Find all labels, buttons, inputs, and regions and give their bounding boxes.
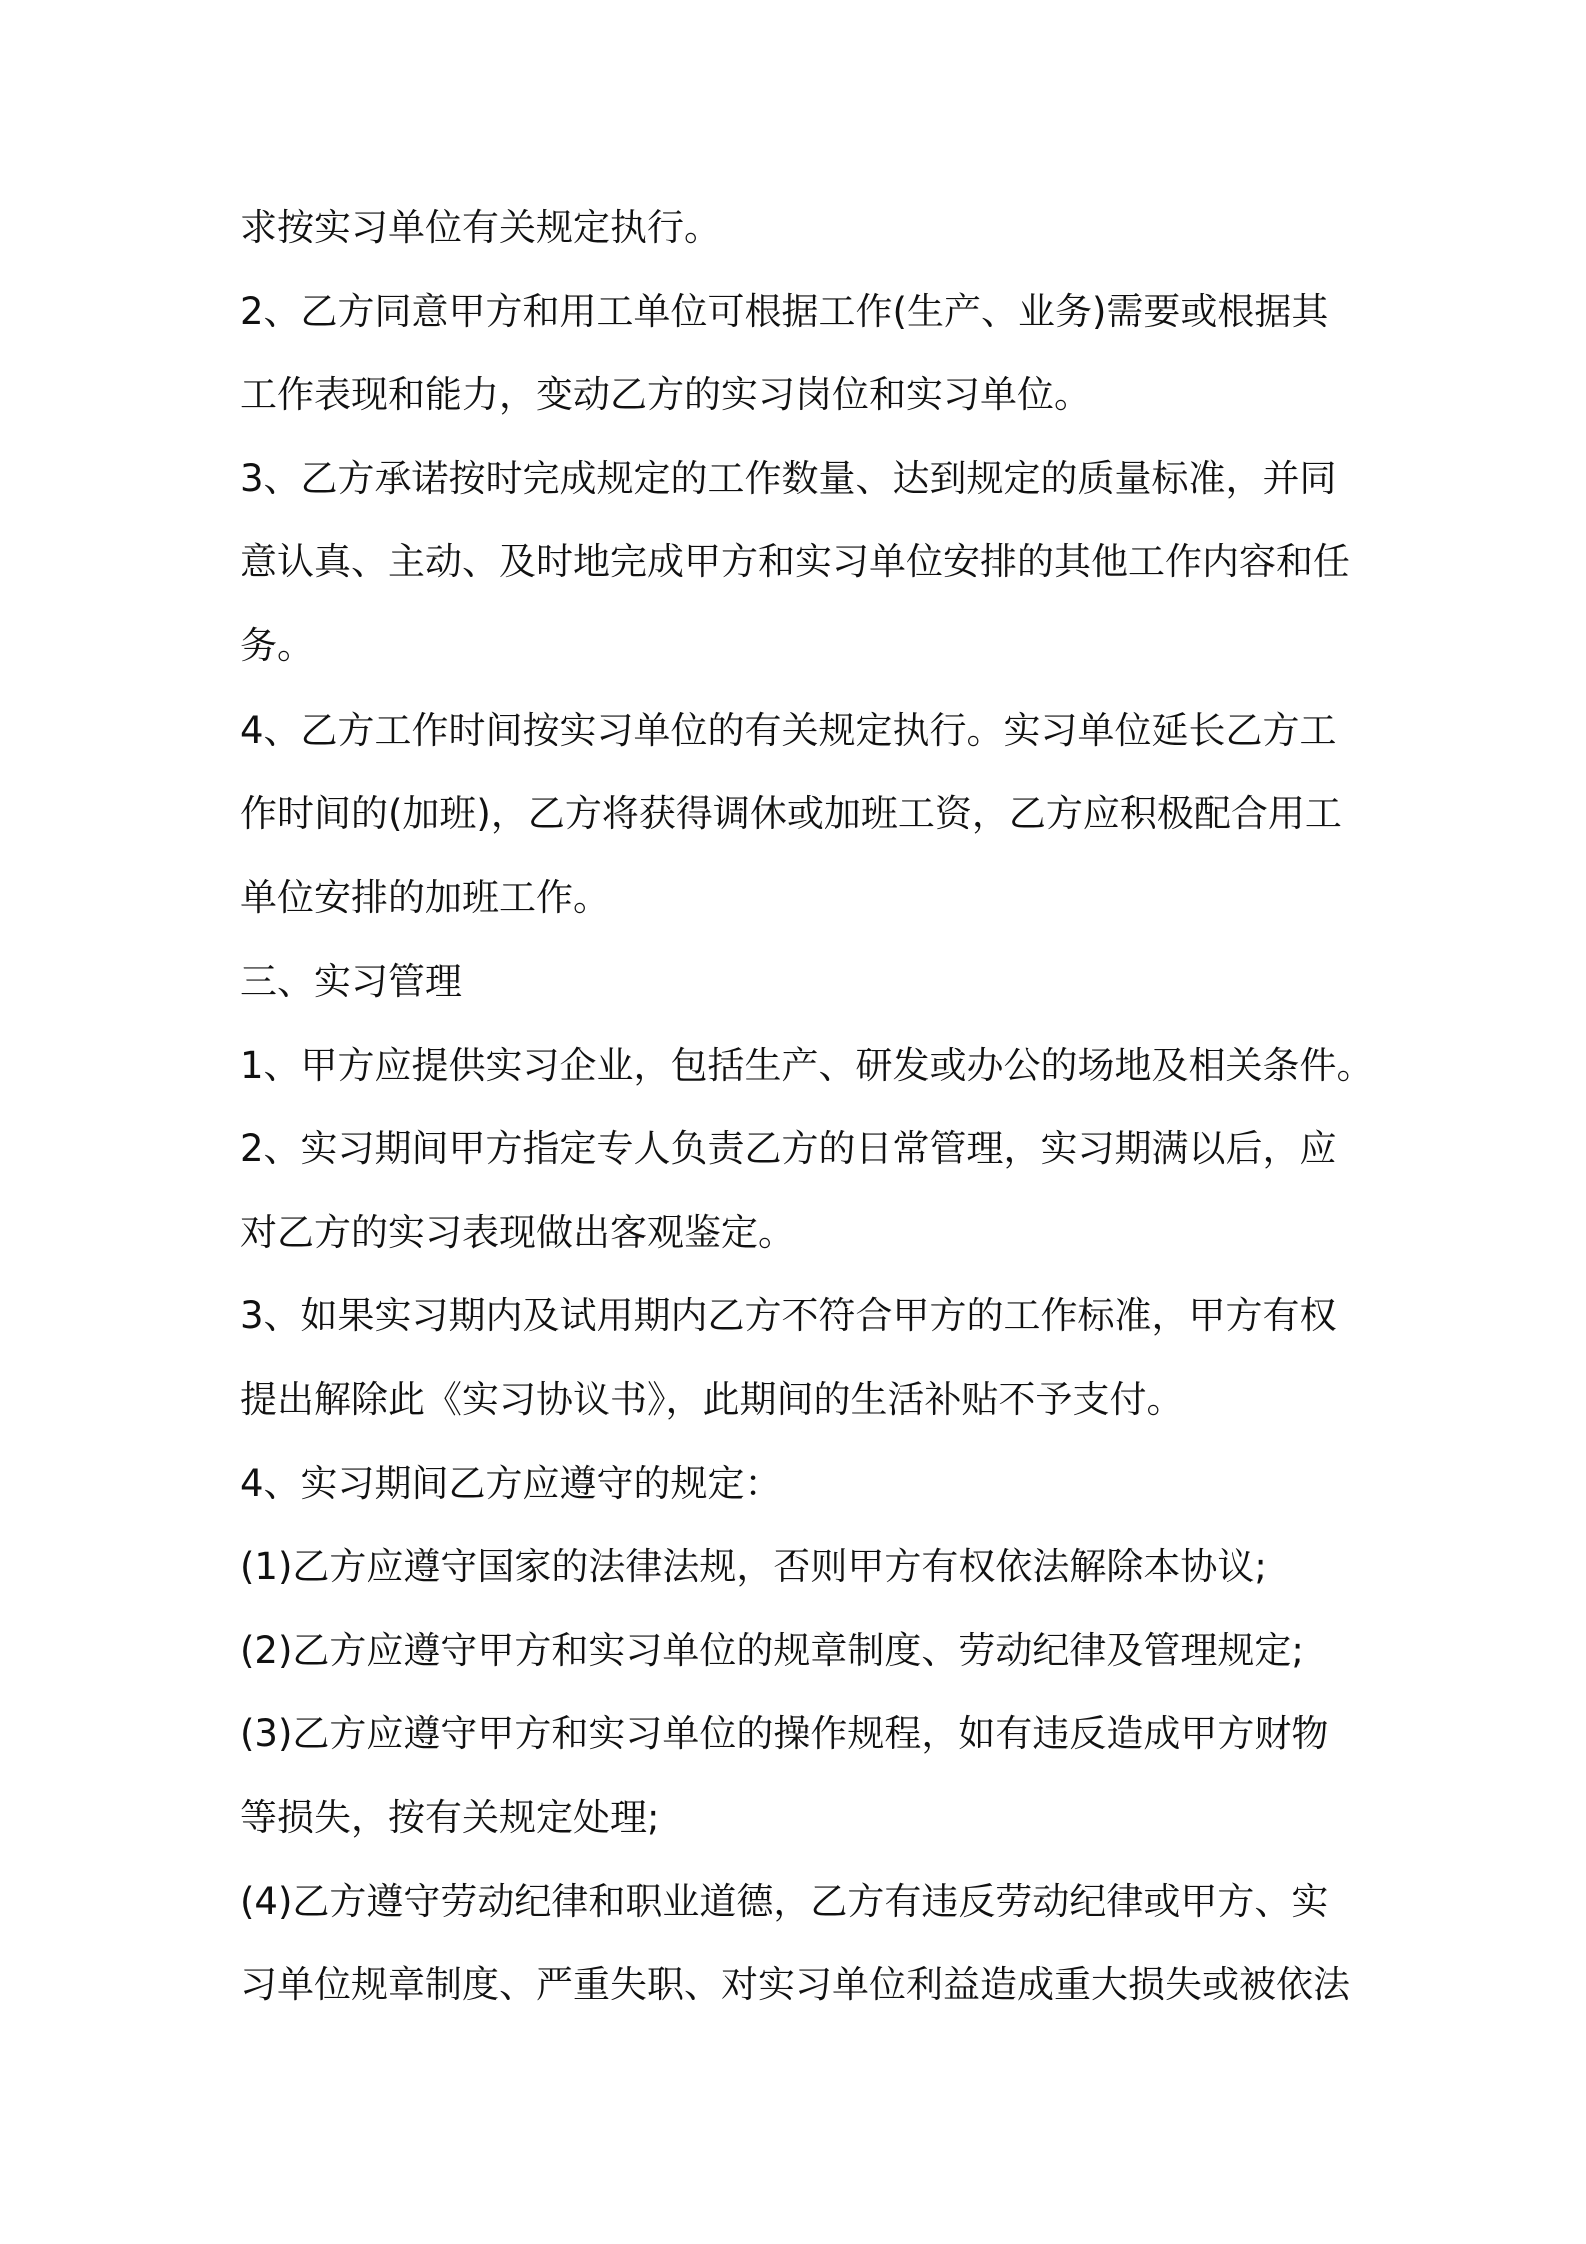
text-line: 2、实习期间甲方指定专人负责乙方的日常管理，实习期满以后，应 bbox=[240, 1127, 1337, 1170]
text-line: 1、甲方应提供实习企业，包括生产、研发或办公的场地及相关条件。 bbox=[240, 1044, 1374, 1087]
text-line: (3)乙方应遵守甲方和实习单位的操作规程，如有违反造成甲方财物 bbox=[240, 1712, 1329, 1755]
text-line: 意认真、主动、及时地完成甲方和实习单位安排的其他工作内容和任 bbox=[240, 540, 1350, 583]
text-line: 工作表现和能力，变动乙方的实习岗位和实习单位。 bbox=[240, 373, 1091, 416]
text-line: 习单位规章制度、严重失职、对实习单位利益造成重大损失或被依法 bbox=[240, 1963, 1350, 2006]
text-line: 求按实习单位有关规定执行。 bbox=[240, 206, 721, 249]
text-line: 等损失，按有关规定处理; bbox=[240, 1796, 660, 1839]
text-line: 提出解除此《实习协议书》，此期间的生活补贴不予支付。 bbox=[240, 1378, 1184, 1421]
text-line: 3、如果实习期内及试用期内乙方不符合甲方的工作标准，甲方有权 bbox=[240, 1294, 1337, 1337]
text-line: 4、实习期间乙方应遵守的规定： bbox=[240, 1462, 782, 1505]
text-line: 对乙方的实习表现做出客观鉴定。 bbox=[240, 1211, 795, 1254]
text-line: 2、乙方同意甲方和用工单位可根据工作(生产、业务)需要或根据其 bbox=[240, 290, 1329, 333]
text-line: 4、乙方工作时间按实习单位的有关规定执行。实习单位延长乙方工 bbox=[240, 709, 1337, 752]
text-line: 3、乙方承诺按时完成规定的工作数量、达到规定的质量标准，并同 bbox=[240, 457, 1337, 500]
text-line: (1)乙方应遵守国家的法律法规，否则甲方有权依法解除本协议; bbox=[240, 1545, 1267, 1588]
text-line: 作时间的(加班)，乙方将获得调休或加班工资，乙方应积极配合用工 bbox=[240, 792, 1342, 835]
text-line: (4)乙方遵守劳动纪律和职业道德，乙方有违反劳动纪律或甲方、实 bbox=[240, 1880, 1329, 1923]
text-line: 务。 bbox=[240, 624, 314, 667]
text-line: 单位安排的加班工作。 bbox=[240, 876, 610, 919]
section-heading: 三、实习管理 bbox=[240, 960, 462, 1003]
text-line: (2)乙方应遵守甲方和实习单位的规章制度、劳动纪律及管理规定; bbox=[240, 1629, 1304, 1672]
